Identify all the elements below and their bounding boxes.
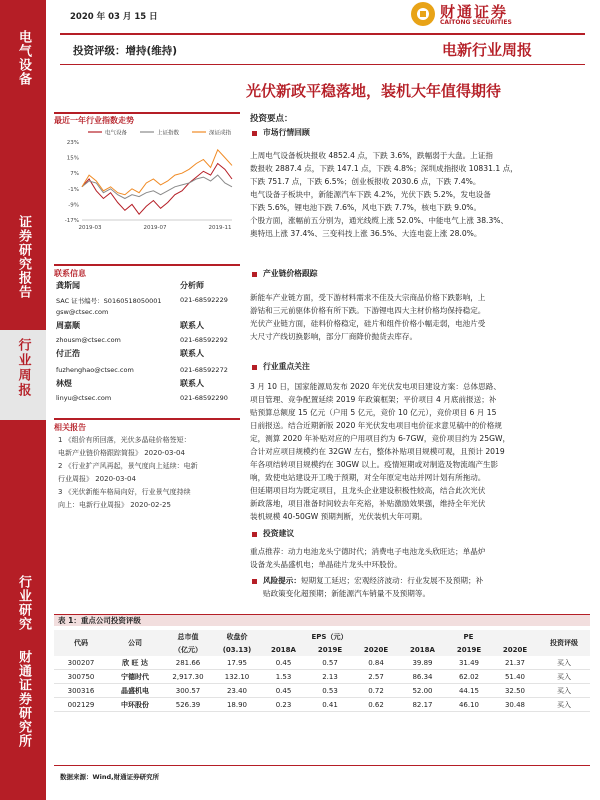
y-tick-label: -17% (64, 218, 79, 224)
table-bottom-line (54, 765, 590, 766)
related-title: 相关报告 (54, 423, 86, 432)
sidebar-mid-text: 证券研究报告 (16, 215, 31, 299)
table-row (54, 684, 590, 698)
contact-name-1 (56, 280, 238, 291)
chart-section-title: 最近一年行业指数走势 (54, 116, 134, 125)
table-cell: 宁德时代 (121, 672, 149, 681)
section3-line-7: 年各项结转项目规模约在 30GW 以上。疫情短期或对制造及物流端产生影 (250, 460, 499, 469)
table-cell: 526.39 (175, 700, 201, 709)
table-cell: 买入 (557, 700, 571, 709)
col-rating: 投资评级 (550, 639, 578, 647)
sidebar-mid-label (0, 215, 46, 304)
contact-sac (56, 296, 238, 305)
table-cell: 晶盛机电 (121, 686, 149, 695)
contact-role-4: 联系人 (180, 379, 204, 388)
section4-title: 投资建议 (263, 529, 295, 538)
sidebar-bottom-label-2 (0, 650, 46, 753)
risk-text-1: 短期复工延迟；宏观经济波动：行业发展不及预期；补 (300, 576, 484, 585)
table-row (54, 698, 590, 712)
col-pe-2019: 2019E (456, 645, 482, 654)
table-cell: 18.90 (226, 700, 248, 709)
x-tick-label: 2019-11 (208, 225, 232, 231)
contact-name-3 (56, 348, 238, 359)
logo-main-text: 财通证券 (440, 3, 509, 21)
section3-body (250, 380, 590, 523)
contact-name-1-text: 龚斯闻 (56, 281, 80, 290)
contact-name-4-text: 林煜 (56, 379, 72, 388)
index-trend-chart (54, 126, 240, 236)
section4-line-1: 重点推荐：动力电池龙头宁德时代；消费电子电池龙头欣旺达；单晶炉 (250, 547, 486, 556)
table-cell: 买入 (557, 672, 571, 681)
table-cell: 0.41 (322, 700, 338, 709)
section1-title: 市场行情回顾 (263, 128, 310, 137)
related-item-3[interactable] (58, 486, 240, 512)
risk-line-1 (252, 574, 592, 587)
section3-line-2: 项目管理、竞争配置延续 2019 年政策框架；平价项目 4 月底前报送；补 (250, 395, 497, 404)
section1-line-2: 数报收 2887.4 点，下跌 147.1 点，下跌 4.8%；深圳成指报收 10831.1 点， (250, 164, 518, 173)
risk-block (252, 574, 592, 600)
left-sidebar (0, 0, 46, 800)
section2-line-1: 新能车产业链方面，受下游材料需求不佳及大宗商品价格下跌影响，上 (250, 293, 486, 302)
series-line (82, 164, 232, 215)
report-title: 光伏新政平稳落地，装机大年值得期待 (246, 82, 502, 100)
section1-heading (252, 127, 310, 138)
section3-heading (252, 361, 310, 372)
section2-bullet-icon (252, 272, 257, 277)
contact-phone-1: 021-68592229 (180, 296, 228, 304)
col-code: 代码 (74, 639, 88, 647)
table-cell: 62.02 (458, 672, 480, 681)
section1-line-7: 奥特迅上涨 37.4%、三变科技上涨 36.5%、大连电瓷上涨 28.0%。 (250, 229, 482, 238)
y-tick-label: 7% (70, 171, 79, 178)
col-close: 收盘价 (226, 632, 248, 641)
contact-row-4 (56, 394, 238, 402)
contact-phone-3: 021-68592272 (180, 366, 228, 374)
section3-line-3: 贴预算总额度 15 亿元（户用 5 亿元，竞价 10 亿元），竞价项目 6 月 15 (250, 408, 497, 417)
related-item-2-line2: 行业周报》 2020-03-04 (58, 475, 136, 483)
table-cell: 0.45 (275, 686, 292, 695)
table-title-bar (54, 614, 590, 626)
table-cell: 2.57 (368, 672, 384, 681)
contact-row-3 (56, 366, 238, 374)
report-date: 2020 年 03 月 15 日 (70, 12, 158, 22)
y-tick-label: -9% (68, 202, 79, 209)
contact-email-1[interactable]: gsw@ctsec.com (56, 308, 109, 316)
section2-title: 产业链价格跟踪 (263, 269, 318, 278)
risk-title: 风险提示： (263, 576, 301, 585)
section2-line-2: 游钴和三元前驱体价格有所下跌。下游锂电四大主材价格均保持稳定。 (250, 306, 486, 315)
contact-email-4[interactable]: linyu@ctsec.com (56, 394, 112, 402)
section4-bullet-icon (252, 532, 257, 537)
sidebar-bottom-text-2: 财通证券研究所 (16, 650, 31, 748)
table-cell: 281.66 (175, 658, 201, 667)
table-cell: 44.15 (458, 686, 480, 695)
col-eps-2019: 2019E (317, 645, 343, 654)
related-item-2[interactable] (58, 460, 240, 486)
table-cell: 82.17 (412, 700, 433, 709)
table-cell: 0.45 (275, 658, 292, 667)
table-cell: 300316 (67, 686, 95, 695)
section1-line-6: 个股方面，涨幅前五分别为，通光线缆上涨 52.0%、中能电气上涨 38.3%、 (250, 216, 509, 225)
col-pe-2018: 2018A (410, 645, 435, 654)
legend-label: 深证成指 (209, 130, 232, 137)
section3-line-8: 响，致使电站建设开工晚于预期，对全年原定电站并网计划有所拖动。 (250, 473, 486, 482)
col-pe-2020: 2020E (502, 645, 528, 654)
section2-heading (252, 268, 318, 279)
contacts-title: 联系信息 (54, 269, 86, 278)
series-line (82, 150, 232, 195)
sidebar-grey-text: 行业周报 (15, 338, 31, 398)
contact-phone-2: 021-68592292 (180, 336, 228, 344)
table-cell: 0.23 (275, 700, 292, 709)
risk-bullet-icon (252, 579, 257, 584)
y-tick-label: -1% (68, 186, 79, 193)
x-tick-label: 2019-07 (143, 225, 167, 231)
table-header-row-1 (54, 630, 590, 643)
sidebar-bottom-label-1 (0, 575, 46, 636)
related-item-1-line2: 电新产业链价格跟踪简报》 2020-03-04 (58, 449, 185, 457)
table-cell: 31.49 (458, 658, 480, 667)
table-cell: 32.50 (504, 686, 526, 695)
col-mcap-unit: （亿元） (174, 645, 202, 654)
contact-role-1: 分析师 (180, 281, 204, 290)
table-cell: 39.89 (412, 658, 433, 667)
section3-line-1: 3 月 10 日，国家能源局发布 2020 年光伏发电项目建设方案：总体思路、 (250, 382, 501, 391)
rating-label: 投资评级：增持(维持) (73, 45, 178, 57)
series-line (82, 175, 232, 198)
contact-row-2 (56, 336, 238, 344)
section2-line-4: 大尺寸产线切换影响，部分厂商降价抛货去库存。 (250, 332, 418, 341)
related-item-2-line1: 2 《行业扩产风再起，景气度向上延续：电新 (58, 462, 198, 470)
table-cell: 0.84 (368, 658, 384, 667)
contact-phone-4: 021-68592290 (180, 394, 228, 402)
section3-line-10: 新政落地，项目准备时间较去年充裕，补贴激励效果强，维持全年光伏 (250, 499, 486, 508)
related-item-1[interactable] (58, 434, 240, 460)
company-rating-table (54, 630, 590, 712)
contact-email-2[interactable]: zhousm@ctsec.com (56, 336, 121, 344)
table-cell: 0.53 (322, 686, 338, 695)
col-eps-2020: 2020E (363, 645, 389, 654)
table-cell: 欣 旺 达 (122, 658, 148, 667)
table-cell: 300750 (67, 672, 95, 681)
table-cell: 0.62 (368, 700, 384, 709)
key-points-label: 投资要点： (250, 114, 293, 124)
table-body (54, 656, 590, 712)
contact-name-2 (56, 320, 238, 331)
contact-sac-text: SAC 证书编号：S0160518050001 (56, 297, 162, 305)
related-list (58, 434, 240, 512)
header-divider-top (60, 33, 585, 35)
table-row (54, 670, 590, 684)
col-eps: EPS（元） (311, 632, 348, 641)
y-tick-label: 15% (66, 155, 79, 162)
section3-line-6: 合计对应项目规模约在 32GW 左右，整体补贴项目规模可观，且预计 2019 (250, 447, 505, 456)
section2-line-3: 光伏产业链方面，硅料价格稳定，硅片和组件价格小幅走弱，电池片受 (250, 319, 486, 328)
section3-line-5: 定，测算 2020 年补贴对应的户用项目约为 6-7GW，竞价项目约为 25GW， (250, 434, 511, 443)
section3-bullet-icon (252, 365, 257, 370)
table-cell: 21.37 (504, 658, 526, 667)
table-cell: 2,917.30 (172, 672, 204, 681)
section3-line-9: 但延期项目均为既定项目，且龙头企业建设积极性较高，结合此次光伏 (250, 486, 486, 495)
section3-line-11: 装机规模 40-50GW 预期判断，光伏装机大年可期。 (250, 512, 427, 521)
logo-sub-text: CAITONG SECURITIES (440, 19, 512, 26)
section1-line-4: 电气设备子板块中，新能源汽车下跌 4.2%，光伏下跌 5.2%，发电设备 (250, 190, 491, 199)
col-mcap: 总市值 (177, 632, 199, 641)
table-cell: 买入 (557, 658, 571, 667)
section1-line-3: 下跌 751.7 点，下跌 6.5%；创业板报收 2030.6 点，下跌 7.4%。 (250, 177, 481, 186)
table-cell: 1.53 (275, 672, 292, 681)
sidebar-grey-label (0, 330, 46, 420)
section4-line-2: 设备龙头晶盛机电；单晶硅片龙头中环股份。 (250, 560, 402, 569)
table-cell: 17.95 (226, 658, 248, 667)
table-cell: 132.10 (224, 672, 250, 681)
table-cell: 0.72 (368, 686, 384, 695)
col-company: 公司 (128, 639, 142, 647)
y-tick-label: 23% (66, 140, 79, 146)
table-cell: 2.13 (322, 672, 338, 681)
section3-line-4: 日前报送。结合近期新版 2020 年光伏发电项目电价征求意见稿中的价格规 (250, 421, 502, 430)
table-cell: 52.00 (412, 686, 433, 695)
col-pe: PE (463, 632, 474, 641)
table-row (54, 656, 590, 670)
section1-line-5: 下跌 5.6%，锂电池下跌 7.6%，风电下跌 7.7%，核电下跌 9.0%。 (250, 203, 482, 212)
report-type: 电新行业周报 (442, 41, 533, 59)
section4-body (250, 545, 590, 571)
x-tick-label: 2019-03 (78, 225, 102, 231)
contact-name-4 (56, 378, 238, 389)
section1-bullet-icon (252, 131, 257, 136)
caitong-logo-icon (411, 2, 435, 26)
contacts-section (54, 264, 240, 278)
table-cell: 002129 (67, 700, 95, 709)
chart-section (54, 112, 240, 127)
sidebar-bottom-text-1: 行业研究 (16, 575, 31, 631)
section2-body (250, 291, 590, 343)
section3-title: 行业重点关注 (263, 362, 310, 371)
legend-label: 电气设备 (105, 130, 128, 137)
section4-heading (252, 528, 294, 539)
section1-line-1: 上周电气设备板块报收 4852.4 点，下跌 3.6%，跌幅弱于大盘。上证指 (250, 151, 493, 160)
table-cell: 300207 (67, 658, 95, 667)
contact-role-2: 联系人 (180, 321, 204, 330)
table-cell: 0.57 (322, 658, 338, 667)
table-source: 数据来源：Wind,财通证券研究所 (60, 773, 160, 781)
header-divider-bottom (60, 64, 585, 65)
table-cell: 30.48 (504, 700, 526, 709)
table-cell: 中环股份 (121, 700, 149, 709)
table-cell: 51.40 (504, 672, 526, 681)
contact-name-2-text: 周嘉顺 (56, 321, 80, 330)
table-cell: 46.10 (458, 700, 480, 709)
legend-label: 上证指数 (157, 130, 180, 137)
col-close-date: (03.13) (222, 645, 252, 654)
sidebar-top-text: 电气设备 (16, 30, 31, 86)
table-cell: 买入 (557, 686, 571, 695)
col-eps-2018: 2018A (271, 645, 296, 654)
risk-text-2: 贴政策变化超预期；新能源汽车销量不及预期等。 (263, 589, 431, 598)
sidebar-top-label (0, 30, 46, 91)
table-cell: 300.57 (175, 686, 201, 695)
contact-role-3: 联系人 (180, 349, 204, 358)
related-item-1-line1: 1 《组价有所回落，光伏多晶硅价格签短： (58, 436, 191, 444)
section1-body (250, 149, 590, 240)
related-item-3-line2: 向上：电新行业周报》 2020-02-25 (58, 501, 171, 509)
table-title: 表 1：重点公司投资评级 (58, 616, 141, 625)
table-cell: 23.40 (226, 686, 248, 695)
contact-name-3-text: 付正浩 (56, 349, 80, 358)
contact-email-3[interactable]: fuzhenghao@ctsec.com (56, 366, 134, 374)
table-cell: 86.34 (412, 672, 433, 681)
related-item-3-line1: 3 《光伏新能车格局向好，行业景气度持续 (58, 488, 191, 496)
related-section (54, 418, 240, 432)
